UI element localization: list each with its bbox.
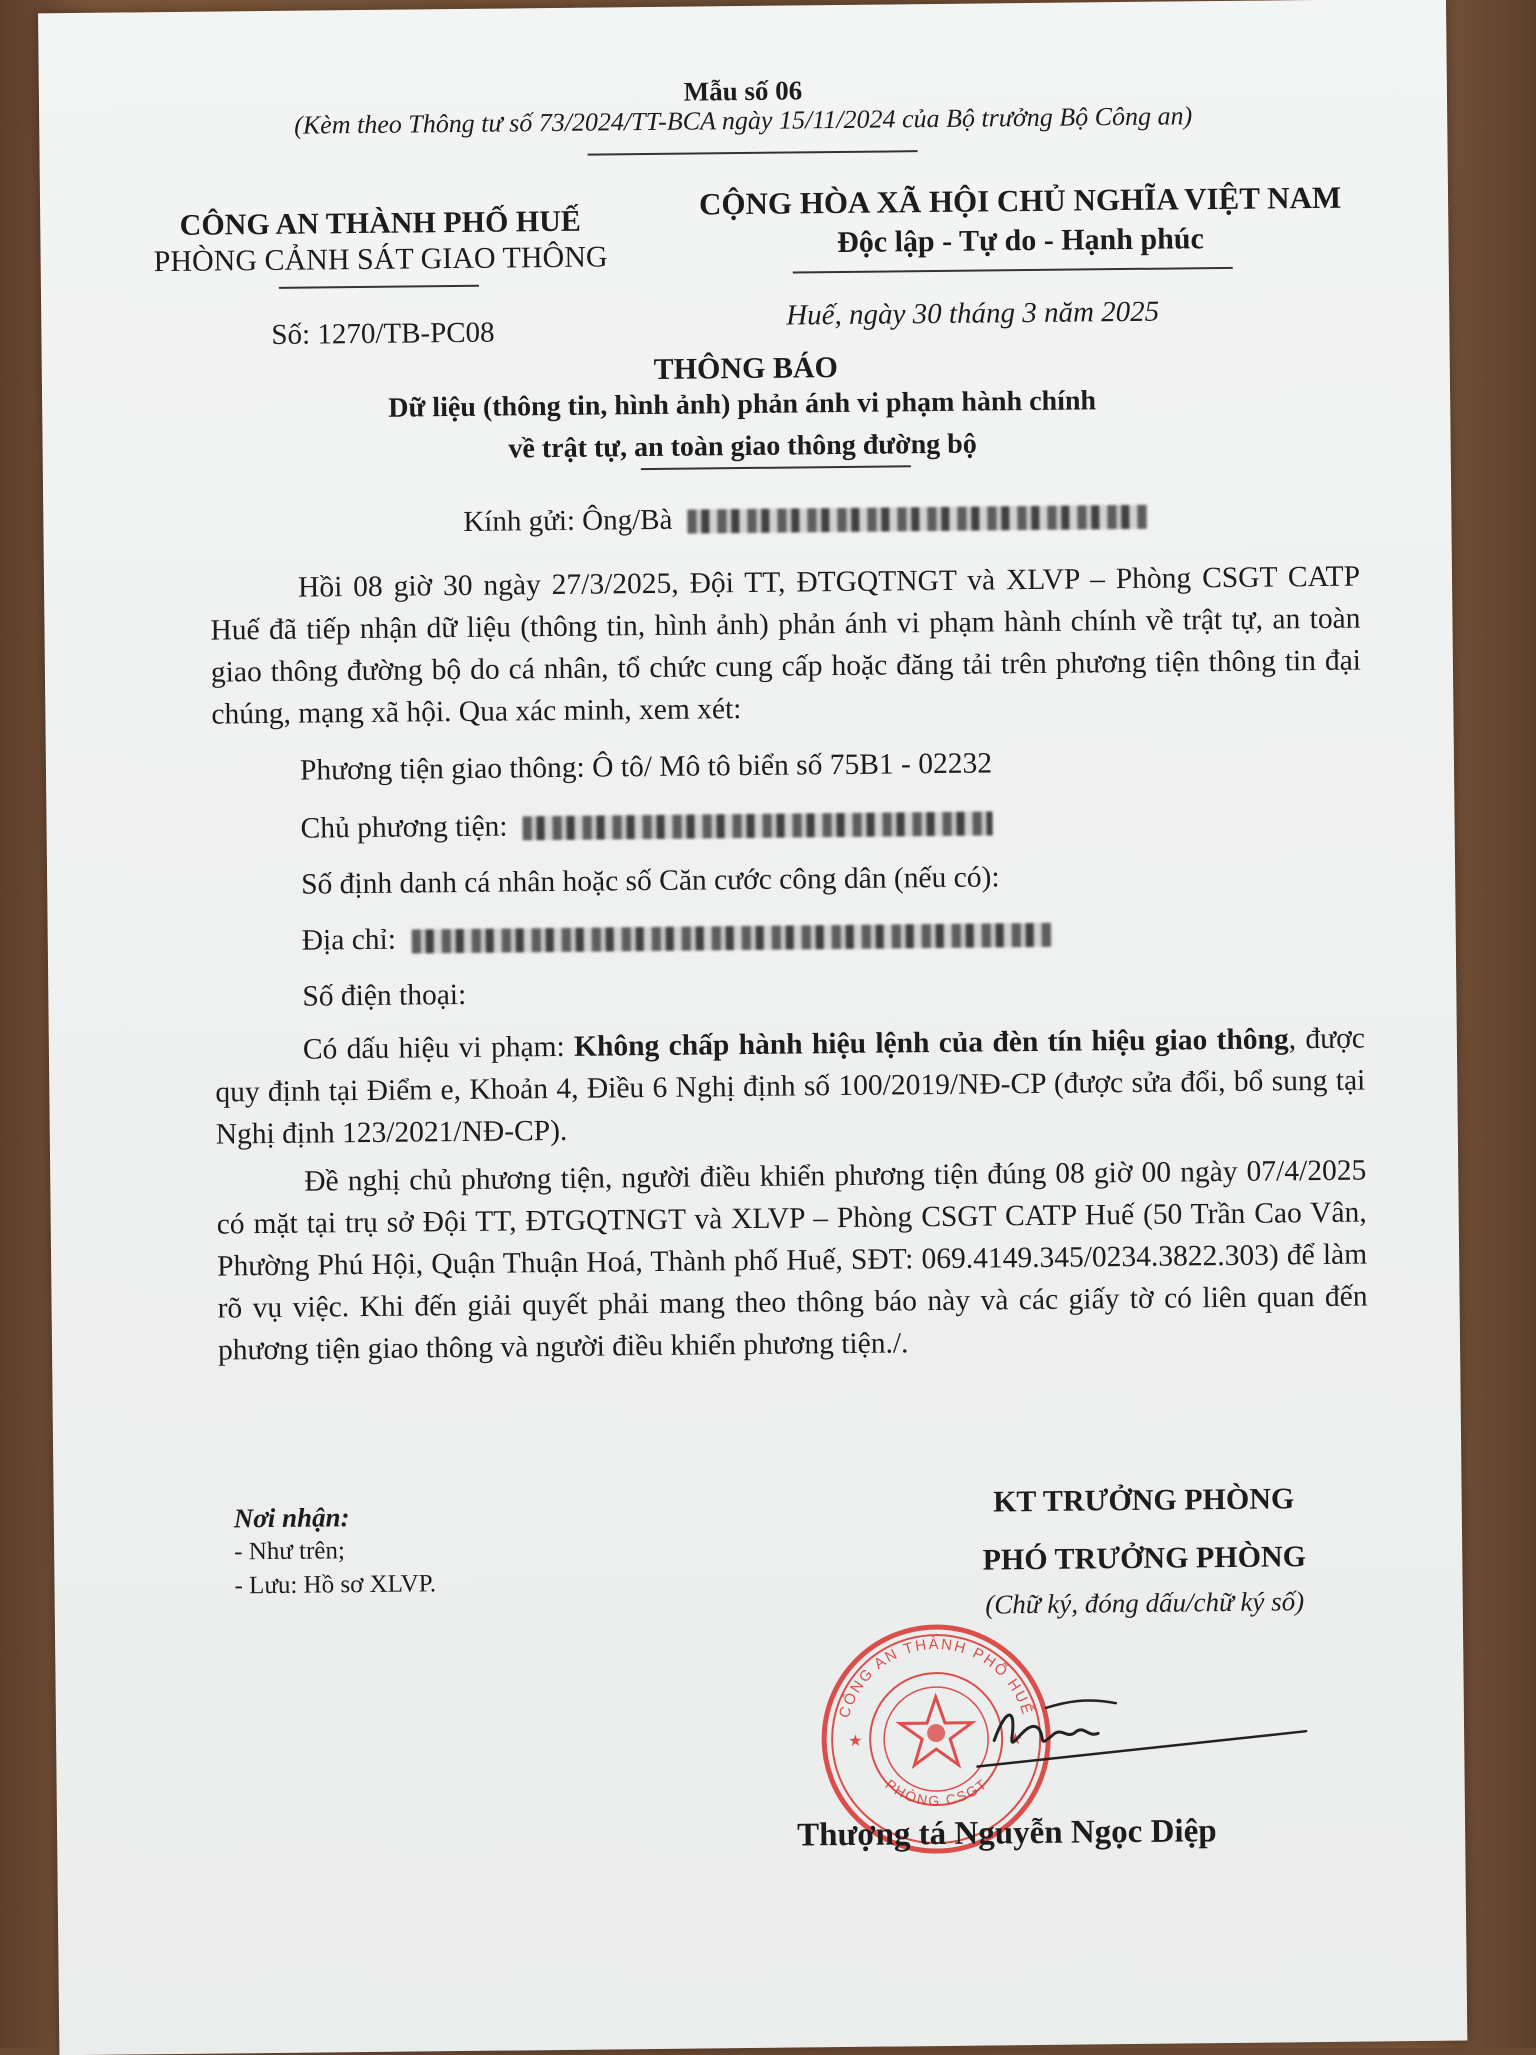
divider xyxy=(588,150,918,155)
redacted-owner xyxy=(523,812,993,841)
intro-paragraph xyxy=(210,556,1362,736)
form-reference: (Kèm theo Thông tư số 73/2024/TT-BCA ngày 15/11/2024 của Bộ trưởng Bộ Công an) xyxy=(294,101,1193,140)
recipients-block xyxy=(234,1499,437,1603)
document-number: Số: 1270/TB-PC08 xyxy=(271,316,495,351)
owner-label: Chủ phương tiện: xyxy=(300,810,508,845)
svg-text:PHÒNG CSGT xyxy=(882,1775,991,1809)
divider xyxy=(279,285,479,289)
subtitle-line2: về trật tự, an toàn giao thông đường bộ xyxy=(508,428,977,465)
issuing-organization xyxy=(120,203,641,280)
svg-text:★: ★ xyxy=(848,1730,863,1750)
signature-title1: KT TRƯỞNG PHÒNG xyxy=(992,1482,1295,1519)
greeting xyxy=(463,499,1148,539)
org-line1: CÔNG AN THÀNH PHỐ HUẾ xyxy=(179,204,581,242)
request-text: Đề nghị chủ phương tiện, người điều khiển phương tiện đúng 08 giờ 00 ngày 07/4/2025 có mặt tại trụ sở Đội TT, ĐTGQTNGT và XLVP – Phòng CSGT CATP Huế (50 Trần Cao Vân, Phường Phú Hội, Quận Thuận Hoá, Thành phố Huế, SĐT: 069.4149.345/0234.3822.303) để làm rõ vụ việc. Khi đến giải quyết phải mang theo thông báo này và các giấy tờ có liên quan đến phương tiện giao thông và người điều khiển phương tiện./. xyxy=(216,1154,1368,1367)
request-paragraph xyxy=(216,1150,1368,1372)
signature-block xyxy=(833,1469,1455,1622)
signature-title2: PHÓ TRƯỞNG PHÒNG xyxy=(982,1540,1307,1577)
vehicle-field: Phương tiện giao thông: Ô tô/ Mô tô biển số 75B1 - 02232 xyxy=(299,747,993,787)
signer-name: Thượng tá Nguyễn Ngọc Diệp xyxy=(796,1813,1217,1854)
recipient-item: - Như trên; xyxy=(234,1537,346,1566)
owner-field xyxy=(300,805,993,845)
address-field xyxy=(302,917,1052,958)
nation-line2: Độc lập - Tự do - Hạnh phúc xyxy=(836,222,1204,260)
nation-line1: CỘNG HÒA XÃ HỘI CHỦ NGHĨA VIỆT NAM xyxy=(698,179,1342,222)
address-label: Địa chỉ: xyxy=(301,923,397,957)
recipients-heading: Nơi nhận: xyxy=(233,1502,350,1534)
intro-text: Hồi 08 giờ 30 ngày 27/3/2025, Đội TT, ĐTGQTNGT và XLVP – Phòng CSGT CATP Huế đã tiếp nhận dữ liệu (thông tin, hình ảnh) phản ánh vi phạm hành chính về trật tự, an toàn giao thông đường bộ do cá nhân, tổ chức cung cấp hoặc đăng tải trên phương tiện thông tin đại chúng, mạng xã hội. Qua xác minh, xem xét: xyxy=(210,560,1362,731)
redacted-name xyxy=(688,505,1148,534)
seal-text-bottom: PHÒNG CSGT xyxy=(882,1775,991,1809)
document-date: Huế, ngày 30 tháng 3 năm 2025 xyxy=(786,295,1160,332)
recipient-item: - Lưu: Hồ sơ XLVP. xyxy=(234,1570,437,1600)
violation-prefix: Có dấu hiệu vi phạm: xyxy=(302,1030,575,1066)
national-header xyxy=(640,177,1401,265)
document-title: THÔNG BÁO xyxy=(653,351,839,386)
redacted-address xyxy=(411,923,1051,954)
subtitle-line1: Dữ liệu (thông tin, hình ảnh) phản ánh vi phạm hành chính xyxy=(388,385,1097,424)
document-page xyxy=(38,0,1467,2055)
document-subtitle xyxy=(242,379,1243,473)
svg-text:★: ★ xyxy=(1008,1729,1023,1749)
greeting-label: Kính gửi: Ông/Bà xyxy=(463,503,673,538)
violation-name: Không chấp hành hiệu lệnh của đèn tín hiệu giao thông xyxy=(573,1023,1289,1063)
signature-note: (Chữ ký, đóng dấu/chữ ký số) xyxy=(985,1586,1305,1620)
handwritten-signature-icon xyxy=(976,1685,1317,1779)
violation-suffix: , được quy định tại Điểm e, Khoản 4, Điều 6 Nghị định số 100/2019/NĐ-CP (được sửa đổi, bổ sung tại Nghị định 123/2021/NĐ-CP). xyxy=(215,1022,1366,1151)
org-line2: PHÒNG CẢNH SÁT GIAO THÔNG xyxy=(153,240,608,279)
id-number-field: Số định danh cá nhân hoặc số Căn cước công dân (nếu có): xyxy=(301,861,1000,901)
violation-paragraph xyxy=(215,1018,1366,1156)
phone-field: Số điện thoại: xyxy=(302,978,467,1013)
seal-text-top: CÔNG AN THÀNH PHỐ HUẾ xyxy=(835,1635,1036,1720)
divider xyxy=(793,267,1233,274)
form-number: Mẫu số 06 xyxy=(683,75,803,107)
